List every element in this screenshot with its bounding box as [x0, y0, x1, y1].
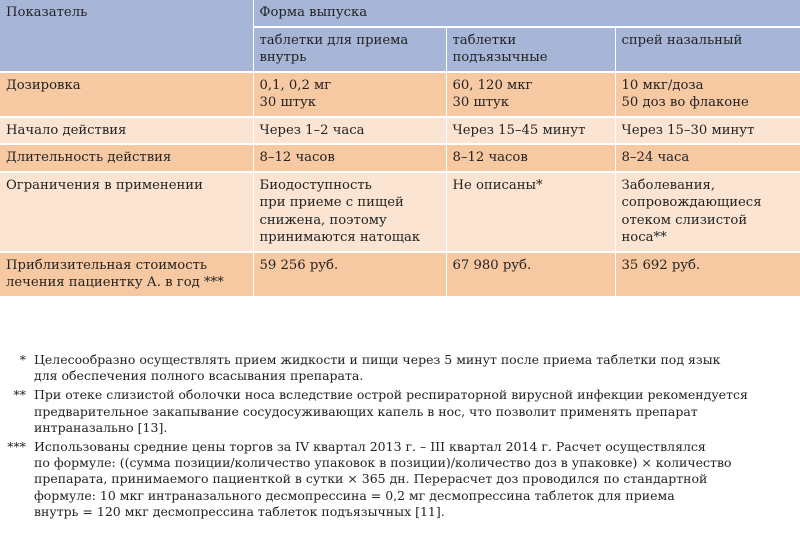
footnote-text: Использованы средние цены торгов за IV квартал 2013 г. – III квартал 2014 г. Расчет осуществлялся по формуле: ((сумма позиции/количество упаковок в позиции)/количество доз в упаковке) × количество препарата, принимаемого пациенткой в сутки × 365 дн. Перерасчет доз проводился по стандартной формуле: 10 мкг интраназального десмопрессина = 0,2 мг десмопрессина таблеток для приема внутрь = 120 мкг десмопрессина таблеток подъязычных [11]. [34, 439, 732, 519]
table-cell: Через 1–2 часа [253, 117, 446, 145]
table-cell: 8–24 часа [615, 144, 800, 172]
table-cell: 10 мкг/доза 50 доз во флаконе [615, 72, 800, 117]
table-row-dosage [0, 72, 800, 117]
footnote-1 [0, 352, 800, 384]
footnote-3 [0, 439, 800, 520]
table-cell: Биодоступность при приеме с пищей снижена, поэтому принимаются натощак [253, 172, 446, 252]
table-cell: Через 15–30 минут [615, 117, 800, 145]
table-row-onset [0, 117, 800, 145]
footnote-text: При отеке слизистой оболочки носа вследствие острой респираторной вирусной инфекции рекомендуется предварительное закапывание сосудосуживающих капель в нос, что позволит применять препарат интраназально [13]. [34, 387, 748, 435]
header-form: Форма выпуска [253, 0, 800, 27]
header-row-1 [0, 0, 800, 27]
footnote-text: Целесообразно осуществлять прием жидкости и пищи через 5 минут после приема таблетки под язык для обеспечения полного всасывания препарата. [34, 352, 721, 384]
table-cell: Заболевания, сопровождающиеся отеком слизистой носа** [615, 172, 800, 252]
table-cell: 0,1, 0,2 мг 30 штук [253, 72, 446, 117]
table-cell: 67 980 руб. [446, 252, 615, 297]
table-cell: 59 256 руб. [253, 252, 446, 297]
footnote-mark: * [19, 352, 26, 367]
table-row-limitations [0, 172, 800, 252]
table-cell: Через 15–45 минут [446, 117, 615, 145]
row-label: Дозировка [0, 72, 253, 117]
table-cell: 8–12 часов [253, 144, 446, 172]
header-param: Показатель [0, 0, 253, 72]
table-cell: Не описаны* [446, 172, 615, 252]
footnote-mark: *** [7, 439, 26, 455]
footnotes [0, 352, 800, 523]
header-form-spray: спрей назальный [615, 27, 800, 72]
footnote-mark: ** [13, 387, 26, 403]
footnote-2 [0, 387, 800, 436]
header-form-oral: таблетки для приема внутрь [253, 27, 446, 72]
table-cell: 60, 120 мкг 30 штук [446, 72, 615, 117]
row-label: Приблизительная стоимость лечения пациентку А. в год *** [0, 252, 253, 297]
table-row-duration [0, 144, 800, 172]
table-cell: 35 692 руб. [615, 252, 800, 297]
row-label: Начало действия [0, 117, 253, 145]
table-row-cost [0, 252, 800, 297]
header-form-sublingual: таблетки подъязычные [446, 27, 615, 72]
row-label: Ограничения в применении [0, 172, 253, 252]
row-label: Длительность действия [0, 144, 253, 172]
table-cell: 8–12 часов [446, 144, 615, 172]
